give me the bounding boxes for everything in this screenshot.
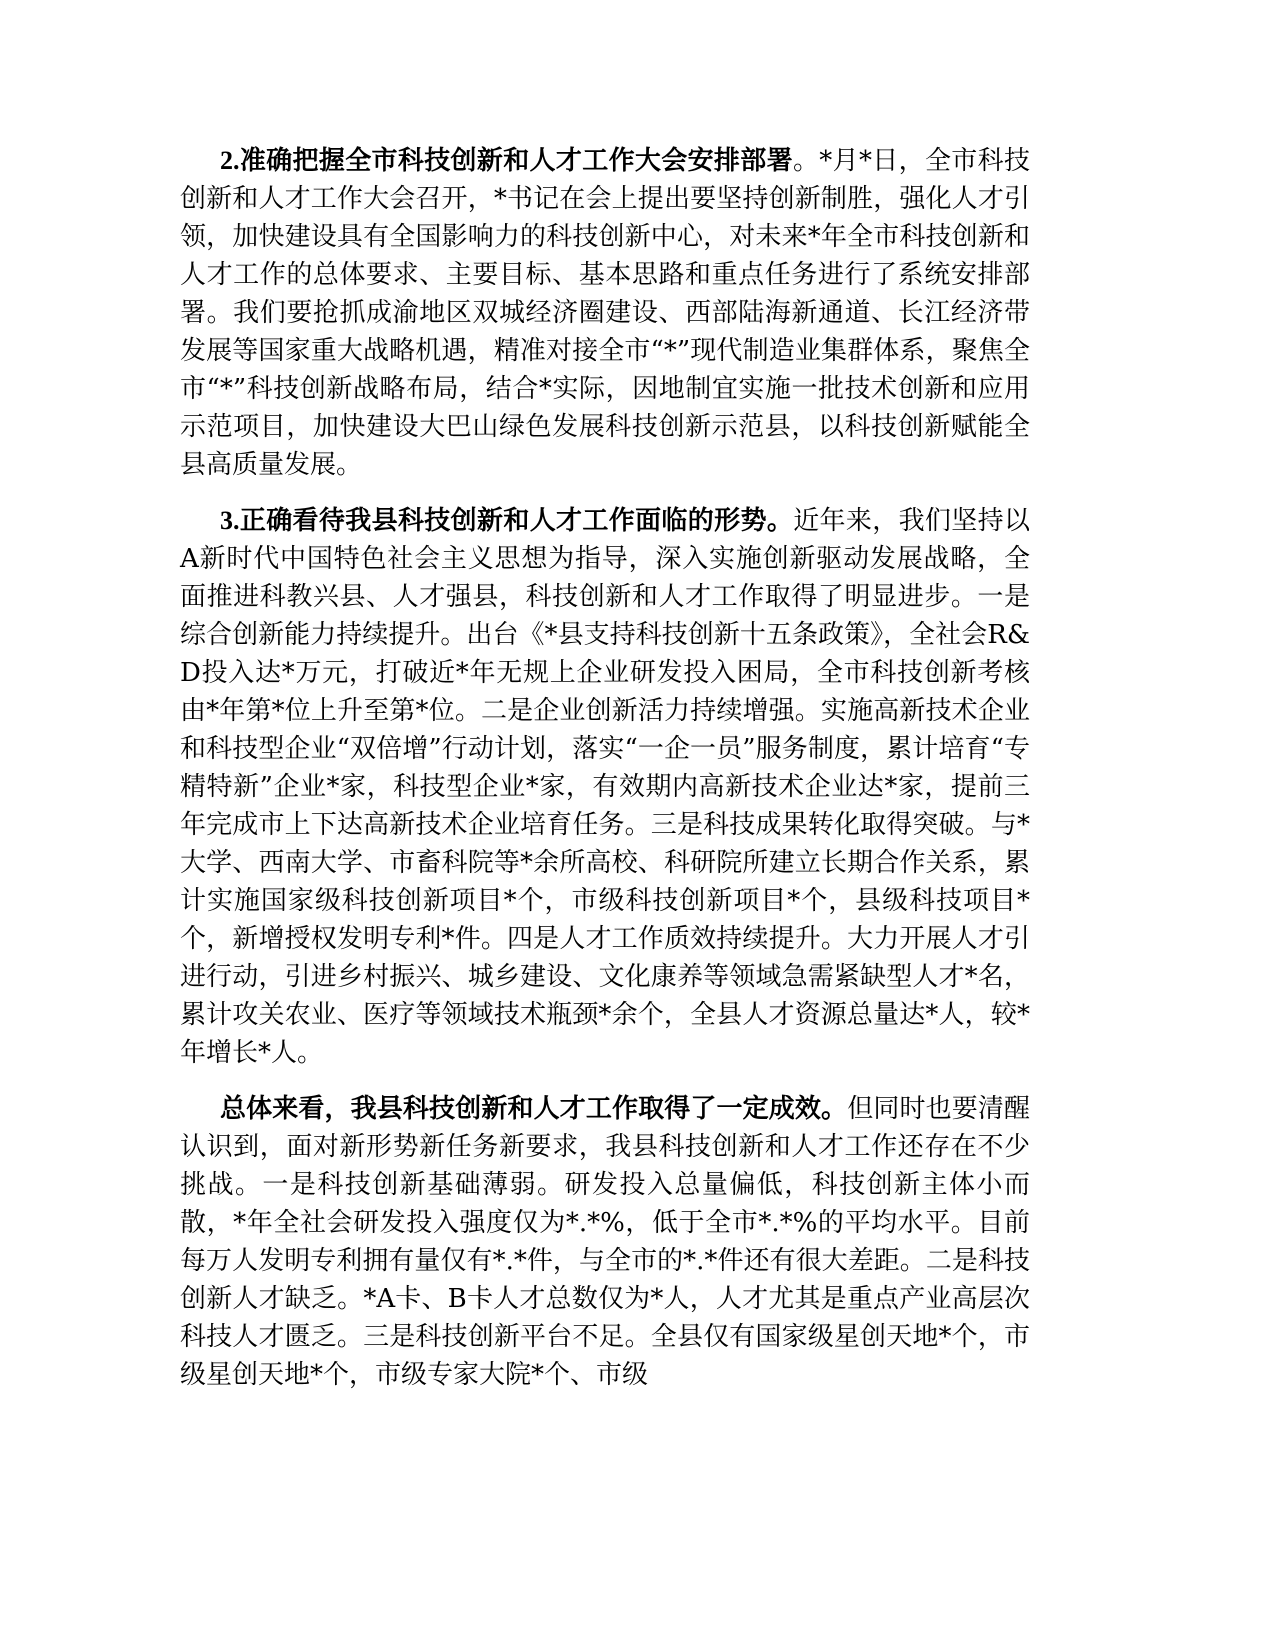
paragraph-deployment <box>180 142 1030 484</box>
paragraph-heading: 总体来看，我县科技创新和人才工作取得了一定成效。 <box>220 1094 848 1123</box>
paragraph-heading: 2.准确把握全市科技创新和人才工作大会安排部署 <box>220 146 793 175</box>
paragraph-overview <box>180 1090 1030 1394</box>
document-page <box>180 142 1030 1412</box>
paragraph-body: 但同时也要清醒认识到，面对新形势新任务新要求，我县科技创新和人才工作还存在不少挑战。一是科技创新基础薄弱。研发投入总量偏低，科技创新主体小而散，*年全社会研发投入强度仅为*.*%，低于全市*.*%的平均水平。目前每万人发明专利拥有量仅有*.*件，与全市的*.*件还有很大差距。二是科技创新人才缺乏。*A卡、B卡人才总数仅为*人，人才尤其是重点产业高层次科技人才匮乏。三是科技创新平台不足。全县仅有国家级星创天地*个，市级星创天地*个，市级专家大院*个、市级 <box>180 1094 1030 1390</box>
paragraph-body: 近年来，我们坚持以A新时代中国特色社会主义思想为指导，深入实施创新驱动发展战略，全面推进科教兴县、人才强县，科技创新和人才工作取得了明显进步。一是综合创新能力持续提升。出台《*县支持科技创新十五条政策》，全社会R&D投入达*万元，打破近*年无规上企业研发投入困局，全市科技创新考核由*年第*位上升至第*位。二是企业创新活力持续增强。实施高新技术企业和科技型企业“双倍增”行动计划，落实“一企一员”服务制度，累计培育“专精特新”企业*家，科技型企业*家，有效期内高新技术企业达*家，提前三年完成市上下达高新技术企业培育任务。三是科技成果转化取得突破。与*大学、西南大学、市畜科院等*余所高校、科研院所建立长期合作关系，累计实施国家级科技创新项目*个，市级科技创新项目*个，县级科技项目*个，新增授权发明专利*件。四是人才工作质效持续提升。大力开展人才引进行动，引进乡村振兴、城乡建设、文化康养等领域急需紧缺型人才*名，累计攻关农业、医疗等领域技术瓶颈*余个，全县人才资源总量达*人，较*年增长*人。 <box>180 506 1030 1068</box>
paragraph-heading: 3.正确看待我县科技创新和人才工作面临的形势。 <box>220 506 794 535</box>
paragraph-situation <box>180 502 1030 1072</box>
paragraph-body: 。*月*日，全市科技创新和人才工作大会召开，*书记在会上提出要坚持创新制胜，强化人才引领，加快建设具有全国影响力的科技创新中心，对未来*年全市科技创新和人才工作的总体要求、主要目标、基本思路和重点任务进行了系统安排部署。我们要抢抓成渝地区双城经济圈建设、西部陆海新通道、长江经济带发展等国家重大战略机遇，精准对接全市“*”现代制造业集群体系，聚焦全市“*”科技创新战略布局，结合*实际，因地制宜实施一批技术创新和应用示范项目，加快建设大巴山绿色发展科技创新示范县，以科技创新赋能全县高质量发展。 <box>180 146 1030 480</box>
